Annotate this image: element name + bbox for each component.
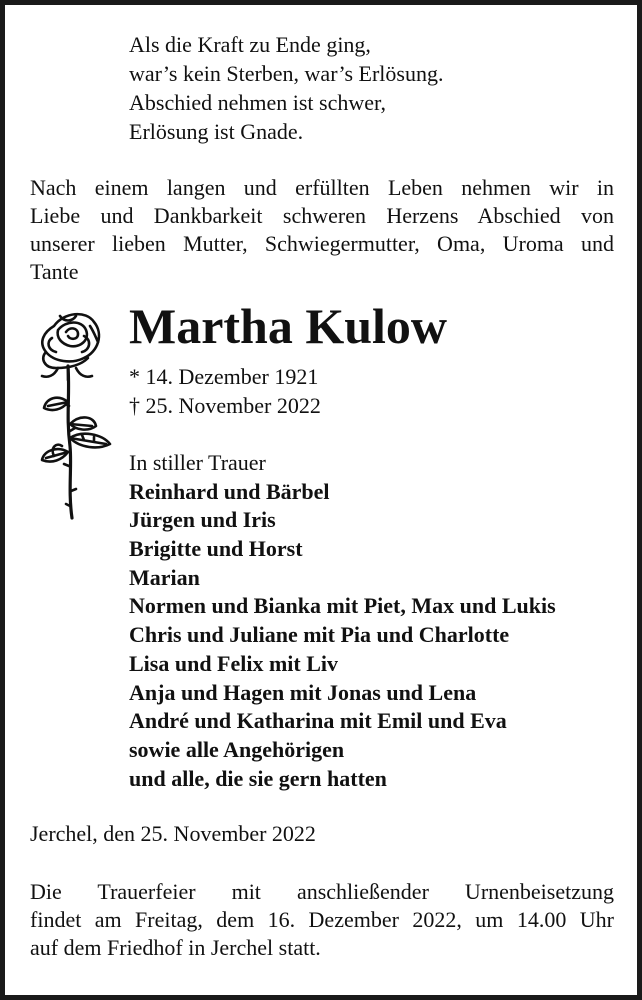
death-date: † 25. November 2022 [129, 393, 321, 418]
poem-line: Abschied nehmen ist schwer, [129, 90, 386, 115]
mourner-line: André und Katharina mit Emil und Eva [129, 708, 507, 734]
deceased-name: Martha Kulow [129, 298, 448, 354]
intro-line: Tante [30, 259, 79, 284]
poem-line: Als die Kraft zu Ende ging, [129, 32, 371, 57]
intro-line: Liebe und Dankbarkeit schweren Herzens Abschied von [30, 203, 614, 228]
mourner-line: Anja und Hagen mit Jonas und Lena [129, 679, 477, 705]
mourner-line: Brigitte und Horst [129, 536, 303, 562]
funeral-line: findet am Freitag, dem 16. Dezember 2022, um 14.00 Uhr [30, 907, 614, 932]
mourner-line: Normen und Bianka mit Piet, Max und Lukis [129, 593, 556, 619]
intro-line: unserer lieben Mutter, Schwiegermutter, Oma, Uroma und [30, 231, 614, 256]
funeral-line: Die Trauerfeier mit anschließender Urnenbeisetzung [30, 879, 614, 904]
poem-line: war’s kein Sterben, war’s Erlösung. [129, 61, 444, 86]
mourner-line: und alle, die sie gern hatten [129, 765, 387, 791]
mourner-line: Jürgen und Iris [129, 507, 276, 533]
mourners-block [129, 449, 556, 793]
intro-paragraph [30, 174, 614, 286]
mourner-line: Chris und Juliane mit Pia und Charlotte [129, 622, 510, 648]
mourner-line: sowie alle Angehörigen [129, 736, 345, 762]
mourner-line: Lisa und Felix mit Liv [129, 650, 339, 676]
intro-line: Nach einem langen und erfüllten Leben nehmen wir in [30, 175, 614, 200]
poem [129, 30, 443, 146]
poem-line: Erlösung ist Gnade. [129, 119, 304, 144]
mourner-line: Marian [129, 564, 200, 590]
place-date: Jerchel, den 25. November 2022 [30, 821, 316, 846]
funeral-paragraph [30, 878, 614, 962]
rose-icon [24, 306, 116, 522]
mourning-intro: In stiller Trauer [129, 450, 266, 475]
mourner-line: Reinhard und Bärbel [129, 478, 330, 504]
life-dates [129, 362, 321, 420]
funeral-line: auf dem Friedhof in Jerchel statt. [30, 935, 321, 960]
birth-date: * 14. Dezember 1921 [129, 364, 319, 389]
